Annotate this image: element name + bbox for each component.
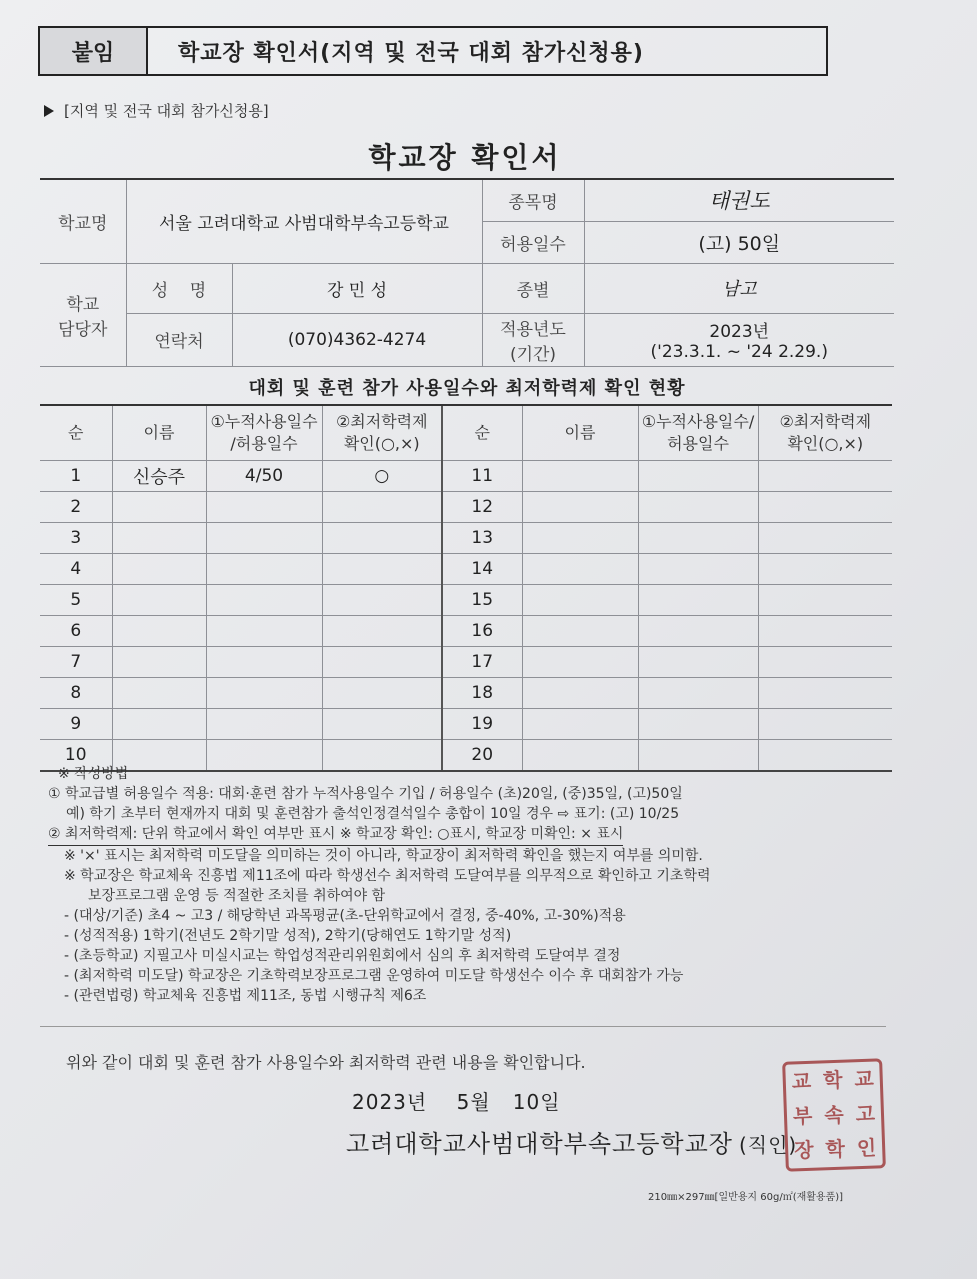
col-academic-right (758, 405, 892, 461)
seal-glyph: 학 (822, 1067, 843, 1093)
cell-right-check (758, 678, 892, 709)
cell-right-seq: 19 (442, 709, 522, 740)
gender-value: 남고 (584, 263, 894, 313)
cell-right-name (522, 585, 638, 616)
cell-left-check (322, 492, 442, 523)
cell-left-days (206, 492, 322, 523)
paper-spec: 210㎜×297㎜[일반용지 60g/㎡(재활용품)] (648, 1192, 844, 1203)
cell-right-check (758, 616, 892, 647)
apply-year-label-line2: (기간) (509, 344, 557, 365)
col-days-line1: ①누적사용일수 (210, 412, 318, 431)
cell-left-seq: 8 (40, 678, 112, 709)
cell-right-seq: 12 (442, 492, 522, 523)
col-days (206, 405, 322, 461)
note-line: 보장프로그램 운영 등 적절한 조치를 취하여야 함 (88, 888, 386, 904)
school-label: 학교명 (40, 179, 126, 263)
cell-left-check (322, 523, 442, 554)
issue-date: 2023년 5월 10일 (352, 1090, 561, 1114)
cell-right-seq: 11 (442, 461, 522, 492)
cell-right-days (638, 554, 758, 585)
cell-left-seq: 2 (40, 492, 112, 523)
cell-left-days (206, 585, 322, 616)
table-row (40, 523, 892, 554)
attachment-header (38, 26, 828, 76)
table-row (40, 616, 892, 647)
apply-year-text: 2023년 (709, 322, 770, 342)
cell-left-name (112, 647, 206, 678)
contact-label: 연락처 (126, 313, 232, 366)
cell-right-check (758, 647, 892, 678)
col-days-right-line1: ①누적사용일수/ (641, 412, 755, 431)
col-academic-right-line1: ②최저학력제 (779, 412, 872, 431)
seal-glyph: 속 (823, 1102, 845, 1127)
apply-year-label-line1: 적용년도 (500, 319, 566, 340)
note-line: - (최저학력 미도달) 학교장은 기초학력보장프로그램 운영하여 미도달 학생선수 이수 후 대회참가 가능 (64, 968, 684, 984)
divider (40, 1026, 886, 1027)
cell-left-check: ○ (322, 461, 442, 492)
col-seq-right: 순 (442, 405, 522, 461)
note-line: - (대상/기준) 초4 ~ 고3 / 해당학년 과목평균(초-단위학교에서 결정, 중-40%, 고-30%)적용 (64, 908, 626, 924)
officer-label-line1: 학교 (66, 294, 100, 315)
table-row (40, 647, 892, 678)
note-line: - (관련법령) 학교체육 진흥법 제11조, 동법 시행규칙 제6조 (64, 988, 427, 1004)
seal-glyph: 교 (791, 1068, 812, 1094)
note-line-underlined: ② 최저학력제: 단위 학교에서 확인 여부만 표시 ※ 학교장 확인: ○표시, 학교장 미확인: × 표시 (48, 824, 623, 846)
table-row (40, 678, 892, 709)
table-row (40, 709, 892, 740)
table-row (40, 554, 892, 585)
cell-left-days (206, 554, 322, 585)
table-row (40, 492, 892, 523)
event-label: 종목명 (482, 179, 584, 221)
official-seal-icon (782, 1058, 886, 1171)
signer (346, 1124, 797, 1159)
stamp-label: (직인) (738, 1133, 798, 1157)
col-name-right: 이름 (522, 405, 638, 461)
note-line: - (성적적용) 1학기(전년도 2학기말 성적), 2학기(당해연도 1학기말 성적) (64, 928, 512, 944)
school-value: 서울 고려대학교 사범대학부속고등학교 (126, 179, 482, 263)
apply-year-label (482, 313, 584, 366)
col-academic-line2: 확인(○,×) (343, 434, 420, 453)
cell-right-name (522, 647, 638, 678)
cell-left-check (322, 647, 442, 678)
cell-right-seq: 16 (442, 616, 522, 647)
col-days-right-line2: 허용일수 (667, 434, 729, 453)
notes-heading: ※ 작성방법 (58, 766, 129, 782)
seal-glyph: 학 (825, 1136, 846, 1162)
note-line (48, 824, 888, 846)
gender-label: 종별 (482, 263, 584, 313)
col-days-right (638, 405, 758, 461)
cell-right-seq: 17 (442, 647, 522, 678)
cell-left-check (322, 678, 442, 709)
cell-left-check (322, 554, 442, 585)
table-row (40, 585, 892, 616)
cell-left-seq: 6 (40, 616, 112, 647)
cell-left-seq: 3 (40, 523, 112, 554)
seal-glyph: 교 (854, 1066, 875, 1092)
officer-label (40, 263, 126, 366)
cell-right-seq: 14 (442, 554, 522, 585)
note-line: ※ 학교장은 학교체육 진흥법 제11조에 따라 학생선수 최저학력 도달여부를 의무적으로 확인하고 기초학력 (64, 868, 711, 884)
cell-right-seq: 13 (442, 523, 522, 554)
cell-right-days (638, 461, 758, 492)
participation-rows (40, 461, 892, 772)
cell-left-days (206, 523, 322, 554)
seal-glyph: 고 (855, 1101, 876, 1126)
cell-right-check (758, 554, 892, 585)
status-table-title: 대회 및 훈련 참가 사용일수와 최저학력제 확인 현황 (248, 378, 686, 399)
note-line: ① 학교급별 허용일수 적용: 대회·훈련 참가 누적사용일수 기입 / 허용일수 (초)20일, (중)35일, (고)50일 (48, 786, 683, 802)
cell-left-name (112, 678, 206, 709)
note-line: ※ '×' 표시는 최저학력 미도달을 의미하는 것이 아니라, 학교장이 최저학력 확인을 했는지 여부를 의미함. (64, 848, 703, 864)
cell-left-seq: 9 (40, 709, 112, 740)
signer-name: 고려대학교사범대학부속고등학교장 (346, 1130, 733, 1158)
cell-right-check (758, 523, 892, 554)
cell-left-seq: 7 (40, 647, 112, 678)
cell-left-name (112, 554, 206, 585)
apply-period-text: ('23.3.1. ~ '24 2.29.) (650, 342, 828, 362)
cell-right-name (522, 678, 638, 709)
cell-right-name (522, 554, 638, 585)
cell-right-check (758, 585, 892, 616)
attachment-tag: 붙임 (40, 28, 148, 74)
cell-right-seq: 18 (442, 678, 522, 709)
cell-right-check (758, 709, 892, 740)
cell-right-days (638, 523, 758, 554)
apply-year-value (584, 313, 894, 366)
cell-left-name (112, 523, 206, 554)
cell-right-check (758, 492, 892, 523)
subheading (44, 100, 269, 121)
col-academic (322, 405, 442, 461)
cell-right-seq: 15 (442, 585, 522, 616)
cell-right-check (758, 461, 892, 492)
cell-left-name (112, 616, 206, 647)
col-name: 이름 (112, 405, 206, 461)
seal-glyph: 인 (856, 1135, 877, 1161)
cell-right-name (522, 492, 638, 523)
cell-left-days (206, 647, 322, 678)
cell-left-name (112, 709, 206, 740)
attachment-title: 학교장 확인서(지역 및 전국 대회 참가신청용) (178, 40, 644, 66)
cell-left-name (112, 492, 206, 523)
cell-left-seq: 1 (40, 461, 112, 492)
cell-left-seq: 5 (40, 585, 112, 616)
col-days-line2: /허용일수 (230, 434, 298, 453)
cell-left-check (322, 616, 442, 647)
note-line: 예) 학기 초부터 현재까지 대회 및 훈련참가 출석인정결석일수 총합이 10일 경우 ⇨ 표기: (고) 10/25 (66, 806, 680, 822)
cell-right-name (522, 616, 638, 647)
cell-left-check (322, 709, 442, 740)
cell-left-check (322, 585, 442, 616)
allowed-days-label: 허용일수 (482, 221, 584, 263)
table-row (40, 461, 892, 492)
triangle-bullet-icon (44, 105, 54, 117)
col-academic-right-line2: 확인(○,×) (787, 434, 864, 453)
col-seq: 순 (40, 405, 112, 461)
cell-left-days (206, 678, 322, 709)
confirmation-text: 위와 같이 대회 및 훈련 참가 사용일수와 최저학력 관련 내용을 확인합니다. (66, 1053, 586, 1072)
note-line: - (초등학교) 지필고사 미실시교는 학업성적관리위원회에서 심의 후 최저학력 도달여부 결정 (64, 948, 621, 964)
cell-right-seq: 20 (442, 740, 522, 772)
participation-table (40, 404, 892, 772)
cell-right-days (638, 647, 758, 678)
cell-right-days (638, 678, 758, 709)
cell-left-seq: 4 (40, 554, 112, 585)
cell-right-name (522, 461, 638, 492)
cell-left-name (112, 585, 206, 616)
cell-right-name (522, 709, 638, 740)
allowed-days-value: (고) 50일 (584, 221, 894, 263)
cell-left-days (206, 616, 322, 647)
officer-label-line2: 담당자 (58, 319, 108, 340)
cell-right-days (638, 492, 758, 523)
contact-value: (070)4362-4274 (232, 313, 482, 366)
event-value: 태권도 (584, 179, 894, 221)
page-title: 학교장 확인서 (368, 141, 562, 174)
cell-right-days (638, 616, 758, 647)
name-label: 성 명 (126, 263, 232, 313)
col-academic-line1: ②최저학력제 (335, 412, 428, 431)
cell-left-days: 4/50 (206, 461, 322, 492)
cell-right-days (638, 709, 758, 740)
writing-instructions (48, 764, 888, 1006)
cell-right-name (522, 523, 638, 554)
cell-right-days (638, 585, 758, 616)
seal-glyph: 부 (792, 1103, 813, 1129)
school-info-table (40, 178, 894, 367)
subheading-text: [지역 및 전국 대회 참가신청용] (64, 102, 269, 120)
seal-glyph: 장 (793, 1138, 814, 1163)
cell-left-seq: 10 (40, 740, 112, 772)
name-value: 강 민 성 (232, 263, 482, 313)
cell-left-days (206, 709, 322, 740)
cell-left-name: 신승주 (112, 461, 206, 492)
